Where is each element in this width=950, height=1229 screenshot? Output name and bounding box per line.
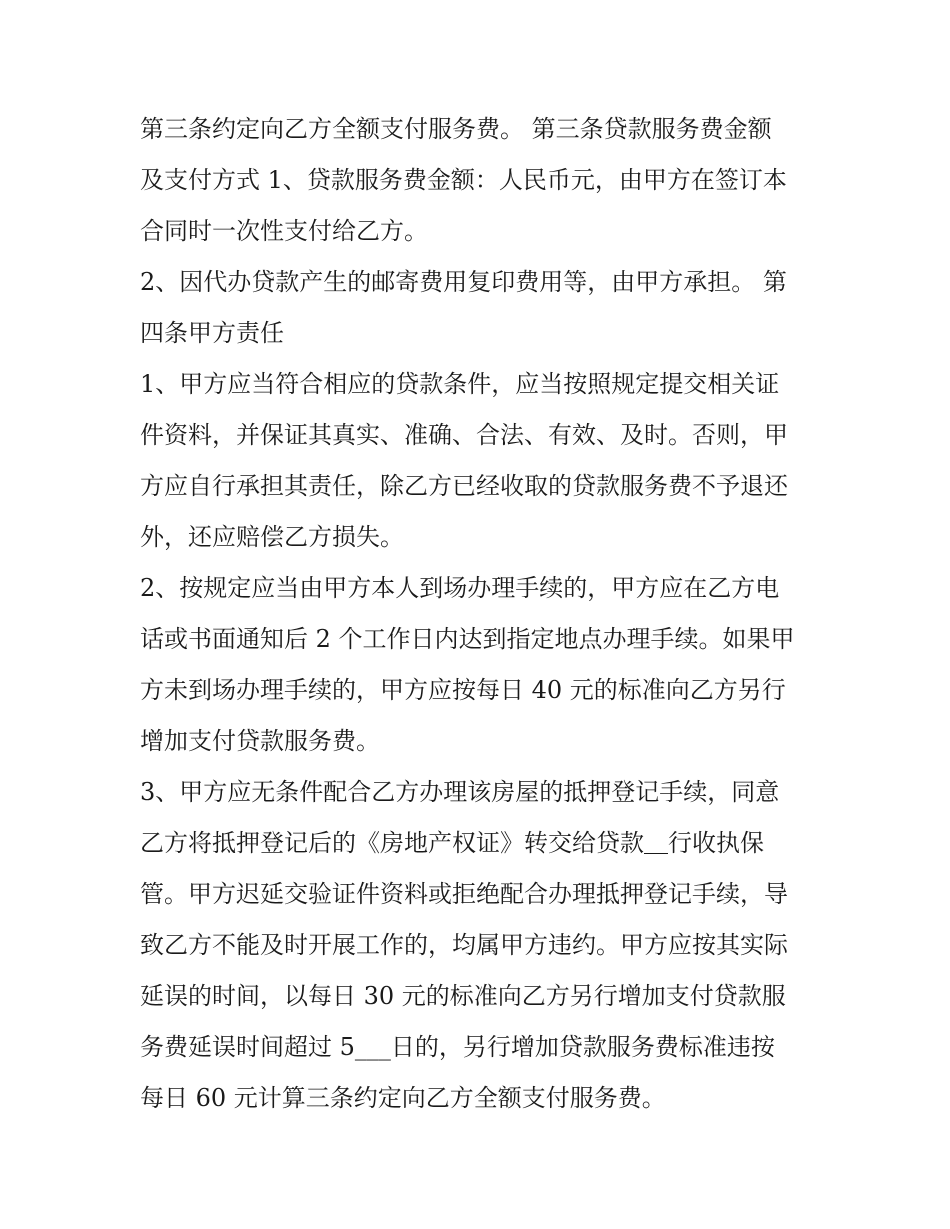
text-line: 第三条约定向乙方全额支付服务费。 第三条贷款服务费金额 bbox=[140, 115, 772, 143]
text-line: 3、甲方应无条件配合乙方办理该房屋的抵押登记手续，同意 bbox=[140, 778, 780, 806]
text-line: 务费延误时间超过 5___日的，另行增加贷款服务费标准违按 bbox=[140, 1033, 775, 1061]
text-line: 每日 60 元计算三条约定向乙方全额支付服务费。 bbox=[140, 1084, 666, 1112]
text-line: 2、因代办贷款产生的邮寄费用复印费用等，由甲方承担。 第 bbox=[140, 268, 787, 296]
text-line: 话或书面通知后 2 个工作日内达到指定地点办理手续。如果甲 bbox=[140, 625, 795, 653]
text-line: 方未到场办理手续的，甲方应按每日 40 元的标准向乙方另行 bbox=[140, 676, 786, 704]
paragraph-party-a-duty-3 bbox=[140, 767, 812, 1124]
paragraph-party-a-duty-1 bbox=[140, 359, 812, 563]
document-body bbox=[140, 104, 812, 1124]
text-line: 及支付方式 1、贷款服务费金额：人民币元，由甲方在签订本 bbox=[140, 166, 787, 194]
text-line: 外，还应赔偿乙方损失。 bbox=[140, 523, 404, 551]
text-line: 方应自行承担其责任，除乙方已经收取的贷款服务费不予退还 bbox=[140, 472, 788, 500]
text-line: 增加支付贷款服务费。 bbox=[140, 727, 380, 755]
text-line: 件资料，并保证其真实、准确、合法、有效、及时。否则，甲 bbox=[140, 421, 788, 449]
text-line: 2、按规定应当由甲方本人到场办理手续的，甲方应在乙方电 bbox=[140, 574, 780, 602]
text-line: 乙方将抵押登记后的《房地产权证》转交给贷款＿行收执保 bbox=[140, 829, 764, 857]
text-line: 1、甲方应当符合相应的贷款条件，应当按照规定提交相关证 bbox=[140, 370, 780, 398]
paragraph-party-a-duty-2 bbox=[140, 563, 812, 767]
paragraph-postage-costs bbox=[140, 257, 812, 359]
paragraph-article-3-fee bbox=[140, 104, 812, 257]
text-line: 延误的时间，以每日 30 元的标准向乙方另行增加支付贷款服 bbox=[140, 982, 786, 1010]
text-line: 四条甲方责任 bbox=[140, 319, 284, 347]
text-line: 管。甲方迟延交验证件资料或拒绝配合办理抵押登记手续，导 bbox=[140, 880, 788, 908]
text-line: 合同时一次性支付给乙方。 bbox=[140, 217, 428, 245]
text-line: 致乙方不能及时开展工作的，均属甲方违约。甲方应按其实际 bbox=[140, 931, 788, 959]
